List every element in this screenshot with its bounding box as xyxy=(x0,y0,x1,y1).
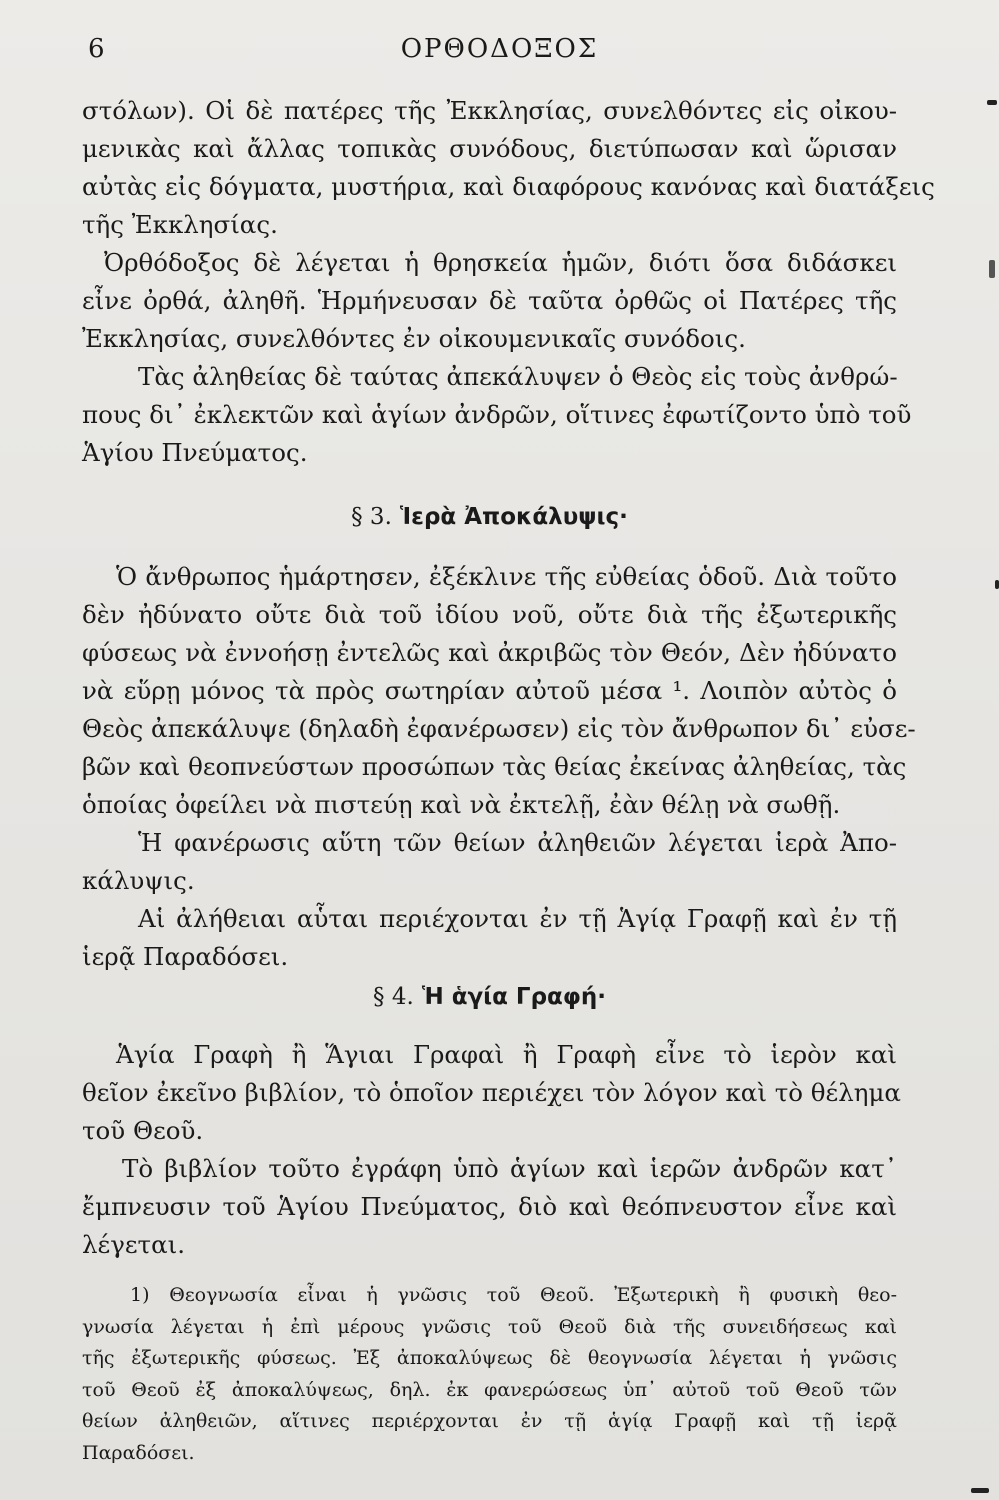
section-3-paragraph-3 xyxy=(82,900,897,976)
page-number: 6 xyxy=(88,34,105,64)
section-3-heading xyxy=(82,498,897,536)
text-line: ἱερᾷ Παραδόσει. xyxy=(82,942,289,971)
section-4-heading xyxy=(82,978,897,1016)
text-line: Ἁγία Γραφὴ ἢ Ἅγιαι Γραφαὶ ἢ Γραφὴ εἶνε τὸ ἱερὸν καὶ xyxy=(116,1040,897,1069)
section-3-paragraph-1 xyxy=(82,558,916,824)
text-line: Θεὸς ἀπεκάλυψε (δηλαδὴ ἐφανέρωσεν) εἰς τὸν ἄνθρωπον δι᾽ εὐσε- xyxy=(82,714,916,743)
scan-speck xyxy=(995,580,999,589)
text-line: βῶν καὶ θεοπνεύστων προσώπων τὰς θείας ἐκείνας ἀληθείας, τὰς xyxy=(82,752,907,781)
text-line: Ἁγίου Πνεύματος. xyxy=(82,438,308,467)
body-text xyxy=(82,92,935,1469)
text-line: κάλυψις. xyxy=(82,866,195,895)
text-line: δὲν ἠδύνατο οὔτε διὰ τοῦ ἰδίου νοῦ, οὔτε διὰ τῆς ἐξωτερικῆς xyxy=(82,600,897,629)
footnote-line: θείων ἀληθειῶν, αἵτινες περιέρχονται ἐν τῇ ἁγίᾳ Γραφῇ καὶ τῇ ἱερᾷ xyxy=(82,1410,897,1432)
text-line: Αἱ ἀλήθειαι αὗται περιέχονται ἐν τῇ Ἁγίᾳ Γραφῇ καὶ ἐν τῇ xyxy=(138,904,897,933)
section-3-number: § 3. xyxy=(351,504,392,530)
text-line: Τὰς ἀληθείας δὲ ταύτας ἀπεκάλυψεν ὁ Θεὸς εἰς τοὺς ἀνθρώ- xyxy=(138,362,898,391)
footnote-line: 1) Θεογνωσία εἶναι ἡ γνῶσις τοῦ Θεοῦ. Ἐξωτερικὴ ἢ φυσικὴ θεο- xyxy=(130,1284,897,1306)
text-line: λέγεται. xyxy=(82,1230,186,1259)
intro-paragraph-1 xyxy=(82,92,935,244)
section-4-paragraph-2 xyxy=(82,1150,897,1264)
text-line: ὁποίας ὀφείλει νὰ πιστεύῃ καὶ νὰ ἐκτελῇ, ἐὰν θέλῃ νὰ σωθῇ. xyxy=(82,790,841,819)
intro-paragraph-3 xyxy=(82,358,912,472)
text-line: θεῖον ἐκεῖνο βιβλίον, τὸ ὁποῖον περιέχει τὸν λόγον καὶ τὸ θέλημα xyxy=(82,1078,901,1107)
section-4-title: Ἡ ἁγία Γραφή· xyxy=(421,984,606,1010)
text-line: αὐτὰς εἰς δόγματα, μυστήρια, καὶ διαφόρους κανόνας καὶ διατάξεις xyxy=(82,172,935,201)
section-4-number: § 4. xyxy=(373,984,414,1010)
footnote-line: γνωσία λέγεται ἡ ἐπὶ μέρους γνῶσις τοῦ Θεοῦ διὰ τῆς συνειδήσεως καὶ xyxy=(82,1315,897,1338)
text-line: φύσεως νὰ ἐννοήσῃ ἐντελῶς καὶ ἀκριβῶς τὸν Θεόν, Δὲν ἠδύνατο xyxy=(82,638,897,667)
text-line: εἶνε ὀρθά, ἀληθῆ. Ἡρμήνευσαν δὲ ταῦτα ὀρθῶς οἱ Πατέρες τῆς xyxy=(82,286,897,315)
footnote-line: Παραδόσει. xyxy=(82,1441,195,1464)
footnote xyxy=(82,1280,897,1469)
scan-speck xyxy=(971,1488,989,1493)
text-line: Ἡ φανέρωσις αὕτη τῶν θείων ἀληθειῶν λέγεται ἱερὰ Ἀπο- xyxy=(138,828,897,857)
page-header xyxy=(0,34,999,74)
text-line: τῆς Ἐκκλησίας. xyxy=(82,210,278,239)
text-line: Ἐκκλησίας, συνελθόντες ἐν οἰκουμενικαῖς συνόδοις. xyxy=(82,324,746,353)
section-3-paragraph-2 xyxy=(82,824,897,900)
section-4-paragraph-1 xyxy=(82,1036,901,1150)
intro-paragraph-2 xyxy=(82,244,897,358)
scan-speck xyxy=(989,260,995,278)
text-line: Ὀρθόδοξος δὲ λέγεται ἡ θρησκεία ἡμῶν, διότι ὅσα διδάσκει xyxy=(104,248,897,277)
text-line: ἔμπνευσιν τοῦ Ἁγίου Πνεύματος, διὸ καὶ θεόπνευστον εἶνε καὶ xyxy=(82,1192,897,1221)
text-line: Τὸ βιβλίον τοῦτο ἐγράφη ὑπὸ ἁγίων καὶ ἱερῶν ἀνδρῶν κατ᾽ xyxy=(122,1154,897,1183)
footnote-line: τῆς ἐξωτερικῆς φύσεως. Ἐξ ἀποκαλύψεως δὲ θεογνωσία λέγεται ἡ γνῶσις xyxy=(82,1347,897,1369)
section-3-title: Ἱερὰ Ἀποκάλυψις· xyxy=(399,504,628,530)
text-line: νὰ εὕρῃ μόνος τὰ πρὸς σωτηρίαν αὐτοῦ μέσα ¹. Λοιπὸν αὐτὸς ὁ xyxy=(82,676,897,705)
text-line: στόλων). Οἱ δὲ πατέρες τῆς Ἐκκλησίας, συνελθόντες εἰς οἰκου- xyxy=(82,96,897,125)
text-line: Ὁ ἄνθρωπος ἡμάρτησεν, ἐξέκλινε τῆς εὐθείας ὁδοῦ. Διὰ τοῦτο xyxy=(116,562,897,591)
footnote-line: τοῦ Θεοῦ ἐξ ἀποκαλύψεως, δηλ. ἐκ φανερώσεως ὑπ᾽ αὐτοῦ τοῦ Θεοῦ τῶν xyxy=(82,1378,897,1401)
scan-speck xyxy=(987,100,997,105)
text-line: μενικὰς καὶ ἄλλας τοπικὰς συνόδους, διετύπωσαν καὶ ὥρισαν xyxy=(82,134,897,163)
running-title: ΟΡΘΟΔΟΞΟΣ xyxy=(400,34,599,64)
text-line: τοῦ Θεοῦ. xyxy=(82,1116,204,1145)
text-line: πους δι᾽ ἐκλεκτῶν καὶ ἁγίων ἀνδρῶν, οἵτινες ἐφωτίζοντο ὑπὸ τοῦ xyxy=(82,400,912,429)
